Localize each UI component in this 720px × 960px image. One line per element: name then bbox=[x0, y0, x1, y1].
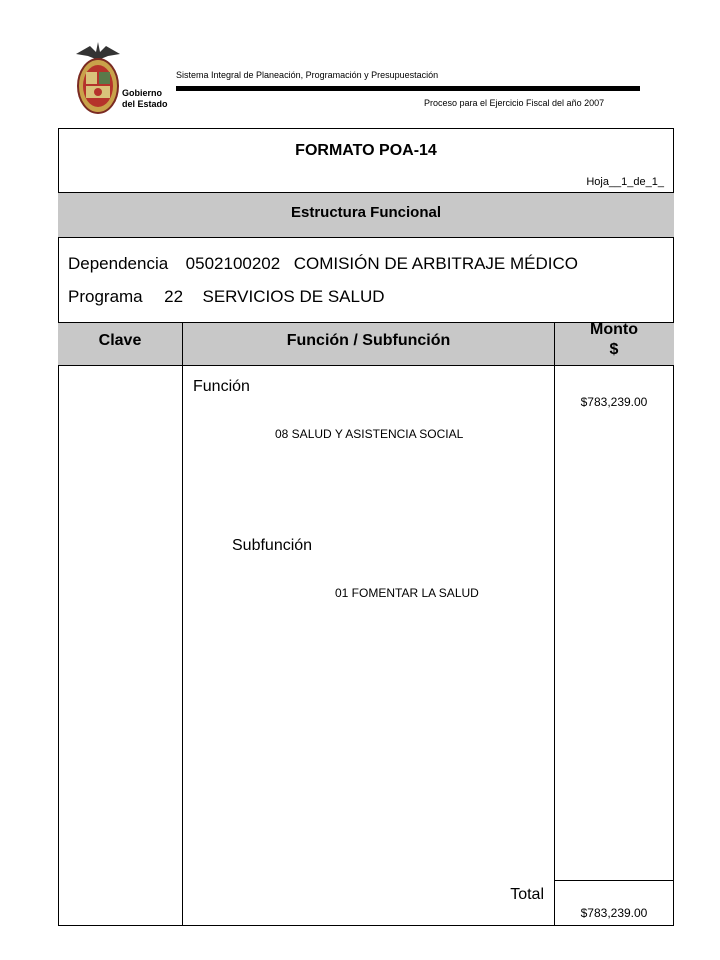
funcion-monto: $783,239.00 bbox=[580, 395, 648, 409]
column-divider-1 bbox=[182, 322, 183, 926]
system-name: Sistema Integral de Planeación, Programación y Presupuestación bbox=[176, 70, 439, 80]
form-title: FORMATO POA-14 bbox=[295, 142, 437, 159]
dependencia-label: Dependencia bbox=[68, 254, 169, 273]
process-label: Proceso para el Ejercicio Fiscal del año 2007 bbox=[424, 98, 605, 108]
column-header-funcion: Función / Subfunción bbox=[286, 332, 451, 349]
sheet-number: Hoja__1_de_1_ bbox=[586, 176, 664, 188]
funcion-value: 08 SALUD Y ASISTENCIA SOCIAL bbox=[275, 427, 464, 441]
total-divider bbox=[554, 880, 674, 881]
subfuncion-label: Subfunción bbox=[232, 537, 313, 554]
column-header-clave: Clave bbox=[98, 332, 142, 349]
government-label: Gobierno del Estado bbox=[122, 88, 168, 109]
form-frame bbox=[58, 128, 674, 926]
programa-code: 22 bbox=[164, 287, 184, 306]
column-header-monto: Monto $ bbox=[590, 321, 638, 358]
section-title: Estructura Funcional bbox=[290, 204, 442, 221]
programa-row bbox=[68, 287, 385, 307]
total-value: $783,239.00 bbox=[580, 906, 648, 920]
dependencia-row bbox=[68, 254, 578, 274]
programa-label: Programa bbox=[68, 287, 143, 306]
dependencia-name: COMISIÓN DE ARBITRAJE MÉDICO bbox=[293, 254, 578, 273]
header-rule bbox=[176, 86, 640, 91]
state-seal-icon bbox=[72, 40, 124, 118]
subfuncion-value: 01 FOMENTAR LA SALUD bbox=[335, 586, 479, 600]
column-divider-2 bbox=[554, 322, 555, 926]
funcion-label: Función bbox=[193, 378, 250, 395]
programa-name: SERVICIOS DE SALUD bbox=[202, 287, 385, 306]
dependencia-code: 0502100202 bbox=[185, 254, 281, 273]
total-label: Total bbox=[510, 886, 544, 903]
